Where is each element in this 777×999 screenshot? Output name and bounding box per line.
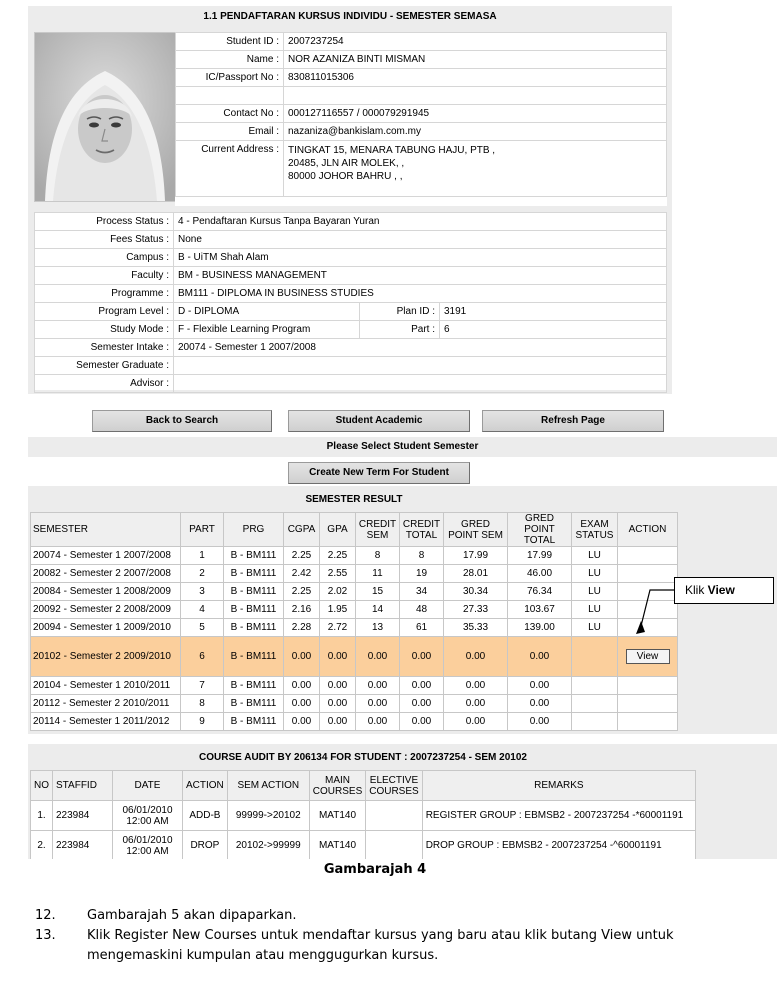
create-new-term-button[interactable]: Create New Term For Student [288,462,470,484]
audit-elective-cell [366,801,422,831]
semester-cell [572,695,618,713]
note-text: Gambarajah 5 akan dipaparkan. [87,908,297,923]
audit-sem-action-cell: 99999->20102 [227,801,309,831]
semester-cell: 2.25 [320,547,356,565]
view-button[interactable]: View [626,649,670,664]
semester-cell: 2.72 [320,619,356,637]
audit-staff-cell: 223984 [53,831,113,860]
semester-row[interactable] [31,695,678,713]
semester-cell: 8 [181,695,224,713]
semester-cell: 76.34 [508,583,572,601]
detail-row [35,231,667,249]
semester-cell: 139.00 [508,619,572,637]
semester-cell: 2.28 [284,619,320,637]
contact-value: 000127116557 / 000079291945 [284,105,667,123]
plan-id-value: 3191 [440,303,667,321]
semester-cell: 0.00 [444,637,508,677]
semester-cell: LU [572,583,618,601]
semester-cell: B - BM111 [224,547,284,565]
semester-cell: 1 [181,547,224,565]
semester-cell: LU [572,547,618,565]
semester-cell: 20074 - Semester 1 2007/2008 [31,547,181,565]
semester-cell: 0.00 [320,677,356,695]
semester-cell: 13 [356,619,400,637]
faculty-value: BM - BUSINESS MANAGEMENT [174,267,667,285]
semester-cell: 0.00 [508,637,572,677]
semester-cell: 0.00 [284,713,320,731]
action-cell [618,713,678,731]
semester-cell: 7 [181,677,224,695]
semester-cell: 20104 - Semester 1 2010/2011 [31,677,181,695]
audit-main-course-cell: MAT140 [309,831,365,860]
audit-row [31,801,696,831]
col-main-courses: MAIN COURSES [309,771,365,801]
semester-cell: 0.00 [284,695,320,713]
semester-row[interactable] [31,583,678,601]
semester-result-title: SEMESTER RESULT [305,494,403,505]
semester-cell: 0.00 [400,677,444,695]
semester-cell: 1.95 [320,601,356,619]
semester-cell: 4 [181,601,224,619]
semester-cell: 20094 - Semester 1 2009/2010 [31,619,181,637]
course-audit-table [30,770,696,859]
col-credit-total: CREDIT TOTAL [400,513,444,547]
callout-bold: View [707,583,735,597]
detail-label: Fees Status : [35,231,174,249]
info-row [176,51,667,69]
semester-cell: B - BM111 [224,565,284,583]
semester-cell: LU [572,565,618,583]
semester-cell: 17.99 [444,547,508,565]
semester-cell: 15 [356,583,400,601]
audit-elective-cell [366,831,422,860]
semester-cell: 20084 - Semester 1 2008/2009 [31,583,181,601]
semester-cell: B - BM111 [224,583,284,601]
detail-row [35,285,667,303]
info-row [176,69,667,87]
semester-cell: 0.00 [356,677,400,695]
audit-date: 06/01/2010 [122,804,173,816]
info-label: Contact No : [176,105,284,123]
student-name-value: NOR AZANIZA BINTI MISMAN [284,51,667,69]
detail-label: Advisor : [35,375,174,393]
info-row [176,105,667,123]
col-semester: SEMESTER [31,513,181,547]
audit-no-cell: 1. [31,801,53,831]
course-audit-title: COURSE AUDIT BY 206134 FOR STUDENT : 2007237254 - SEM 20102 [199,752,527,763]
semester-cell: 2.55 [320,565,356,583]
audit-header-row [31,771,696,801]
info-row [176,87,667,105]
semester-cell: 11 [356,565,400,583]
audit-action-cell: ADD-B [183,801,228,831]
note-number: 13. [35,928,56,943]
semester-cell: 103.67 [508,601,572,619]
blank-value [284,87,667,105]
col-gred-point-sem: GRED POINT SEM [444,513,508,547]
part-label: Part : [360,321,440,339]
semester-cell: 2.16 [284,601,320,619]
campus-value: B - UiTM Shah Alam [174,249,667,267]
audit-time: 12:00 AM [126,815,169,827]
col-sem-action: SEM ACTION [227,771,309,801]
semester-cell: 2.42 [284,565,320,583]
ic-passport-value: 830811015306 [284,69,667,87]
semester-graduate-value [174,357,667,375]
semester-cell: 35.33 [444,619,508,637]
detail-row [35,303,667,321]
address-line: 80000 JOHOR BAHRU , , [288,171,403,182]
col-credit-sem: CREDIT SEM [356,513,400,547]
part-value: 6 [440,321,667,339]
address-line: 20485, JLN AIR MOLEK, , [288,158,405,169]
programme-value: BM111 - DIPLOMA IN BUSINESS STUDIES [174,285,667,303]
semester-cell: LU [572,601,618,619]
semester-cell: 27.33 [444,601,508,619]
study-mode-value: F - Flexible Learning Program [174,321,360,339]
semester-cell [572,713,618,731]
semester-row[interactable] [31,677,678,695]
note-number: 12. [35,908,56,923]
detail-row [35,213,667,231]
semester-cell: 28.01 [444,565,508,583]
info-label: Email : [176,123,284,141]
detail-label: Faculty : [35,267,174,285]
semester-row[interactable] [31,619,678,637]
detail-label: Semester Intake : [35,339,174,357]
col-remarks: REMARKS [422,771,695,801]
detail-label: Campus : [35,249,174,267]
detail-row [35,375,667,393]
semester-cell: 0.00 [400,713,444,731]
semester-cell: B - BM111 [224,619,284,637]
semester-cell: 20112 - Semester 2 2010/2011 [31,695,181,713]
audit-remarks-cell: REGISTER GROUP : EBMSB2 - 2007237254 -*60001191 [422,801,695,831]
semester-cell: 0.00 [508,677,572,695]
audit-date-cell [113,831,183,860]
semester-result-table [30,512,678,731]
audit-date: 06/01/2010 [122,834,173,846]
semester-cell: 0.00 [508,695,572,713]
info-label: Student ID : [176,33,284,51]
semester-cell: 34 [400,583,444,601]
semester-cell: 48 [400,601,444,619]
audit-action-cell: DROP [183,831,228,860]
semester-cell: 17.99 [508,547,572,565]
col-gpa: GPA [320,513,356,547]
semester-cell: 2.02 [320,583,356,601]
col-prg: PRG [224,513,284,547]
audit-no-cell: 2. [31,831,53,860]
detail-label: Program Level : [35,303,174,321]
info-row [176,141,667,197]
semester-cell: 20114 - Semester 1 2011/2012 [31,713,181,731]
semester-cell: 9 [181,713,224,731]
info-label: Name : [176,51,284,69]
semester-cell: 46.00 [508,565,572,583]
semester-cell: 0.00 [400,695,444,713]
klik-view-callout [674,577,774,604]
col-cgpa: CGPA [284,513,320,547]
audit-main-course-cell: MAT140 [309,801,365,831]
semester-cell: 2.25 [284,547,320,565]
audit-sem-action-cell: 20102->99999 [227,831,309,860]
semester-cell: B - BM111 [224,637,284,677]
note-item [35,926,735,966]
semester-cell: 0.00 [444,695,508,713]
info-label [176,87,284,105]
semester-cell [572,637,618,677]
col-action: ACTION [183,771,228,801]
figure-caption: Gambarajah 4 [323,862,427,877]
detail-label: Process Status : [35,213,174,231]
semester-row[interactable] [31,637,678,677]
semester-cell: 20082 - Semester 2 2007/2008 [31,565,181,583]
audit-staff-cell: 223984 [53,801,113,831]
semester-cell: 0.00 [320,695,356,713]
semester-cell: 19 [400,565,444,583]
semester-cell: 0.00 [444,677,508,695]
detail-row [35,321,667,339]
action-cell [618,677,678,695]
detail-label: Study Mode : [35,321,174,339]
note-text: Klik Register New Courses untuk mendaftar kursus yang baru atau klik butang View untuk mengemaskini kumpulan atau menggugurkan kursus. [87,928,674,963]
semester-cell: 0.00 [356,637,400,677]
semester-cell: 0.00 [320,713,356,731]
semester-row[interactable] [31,565,678,583]
academic-details [34,212,667,390]
student-photo [35,33,175,201]
semester-row[interactable] [31,547,678,565]
detail-label: Semester Graduate : [35,357,174,375]
semester-cell: 0.00 [356,713,400,731]
address-line: TINGKAT 15, MENARA TABUNG HAJU, PTB , [288,145,496,156]
col-exam-status: EXAM STATUS [572,513,618,547]
info-label: IC/Passport No : [176,69,284,87]
audit-row [31,831,696,860]
page-title: 1.1 PENDAFTARAN KURSUS INDIVIDU - SEMESTER SEMASA [203,11,497,22]
semester-cell: 8 [400,547,444,565]
student-panel [28,6,672,394]
select-semester-bar: Please Select Student Semester [28,437,777,457]
semester-cell: LU [572,619,618,637]
col-staffid: STAFFID [53,771,113,801]
action-cell [618,695,678,713]
semester-cell: 0.00 [284,637,320,677]
process-status-value: 4 - Pendaftaran Kursus Tanpa Bayaran Yuran [174,213,667,231]
email-value: nazaniza@bankislam.com.my [284,123,667,141]
audit-time: 12:00 AM [126,845,169,857]
callout-prefix: Klik [685,583,708,597]
semester-row[interactable] [31,713,678,731]
semester-cell: 2.25 [284,583,320,601]
academic-details-table [34,212,667,393]
address-value [284,141,667,197]
action-cell [618,565,678,583]
semester-header-row [31,513,678,547]
detail-row [35,357,667,375]
col-action: ACTION [618,513,678,547]
audit-remarks-cell: DROP GROUP : EBMSB2 - 2007237254 -^60001191 [422,831,695,860]
semester-cell: 20092 - Semester 2 2008/2009 [31,601,181,619]
action-cell [618,637,678,677]
info-row [176,123,667,141]
semester-cell: 3 [181,583,224,601]
audit-date-cell [113,801,183,831]
back-to-search-button[interactable]: Back to Search [92,410,272,432]
semester-cell: 0.00 [356,695,400,713]
semester-cell [572,677,618,695]
semester-intake-value: 20074 - Semester 1 2007/2008 [174,339,667,357]
semester-cell: 0.00 [444,713,508,731]
advisor-value [174,375,667,393]
student-academic-button[interactable]: Student Academic [288,410,470,432]
student-info [175,32,667,206]
col-date: DATE [113,771,183,801]
semester-cell: B - BM111 [224,713,284,731]
semester-cell: 0.00 [320,637,356,677]
callout-arrow [628,588,678,640]
detail-label: Programme : [35,285,174,303]
semester-cell: 2 [181,565,224,583]
semester-cell: 0.00 [508,713,572,731]
detail-row [35,339,667,357]
semester-cell: 14 [356,601,400,619]
semester-cell: 30.34 [444,583,508,601]
course-audit-panel [28,744,777,859]
info-row [176,33,667,51]
semester-cell: 61 [400,619,444,637]
col-gred-point-total: GRED POINT TOTAL [508,513,572,547]
semester-cell: 8 [356,547,400,565]
detail-row [35,249,667,267]
semester-cell: 0.00 [400,637,444,677]
col-elective-courses: ELECTIVE COURSES [366,771,422,801]
semester-cell: B - BM111 [224,601,284,619]
plan-id-label: Plan ID : [360,303,440,321]
action-cell [618,547,678,565]
fees-status-value: None [174,231,667,249]
semester-row[interactable] [31,601,678,619]
semester-cell: B - BM111 [224,677,284,695]
semester-cell: 5 [181,619,224,637]
col-no: NO [31,771,53,801]
refresh-page-button[interactable]: Refresh Page [482,410,664,432]
detail-row [35,267,667,285]
note-item [35,906,735,926]
semester-cell: 6 [181,637,224,677]
student-info-table [175,32,667,197]
semester-cell: 20102 - Semester 2 2009/2010 [31,637,181,677]
semester-cell: B - BM111 [224,695,284,713]
info-label: Current Address : [176,141,284,197]
student-photo-frame [34,32,176,202]
program-level-value: D - DIPLOMA [174,303,360,321]
col-part: PART [181,513,224,547]
student-id-value: 2007237254 [284,33,667,51]
semester-cell: 0.00 [284,677,320,695]
